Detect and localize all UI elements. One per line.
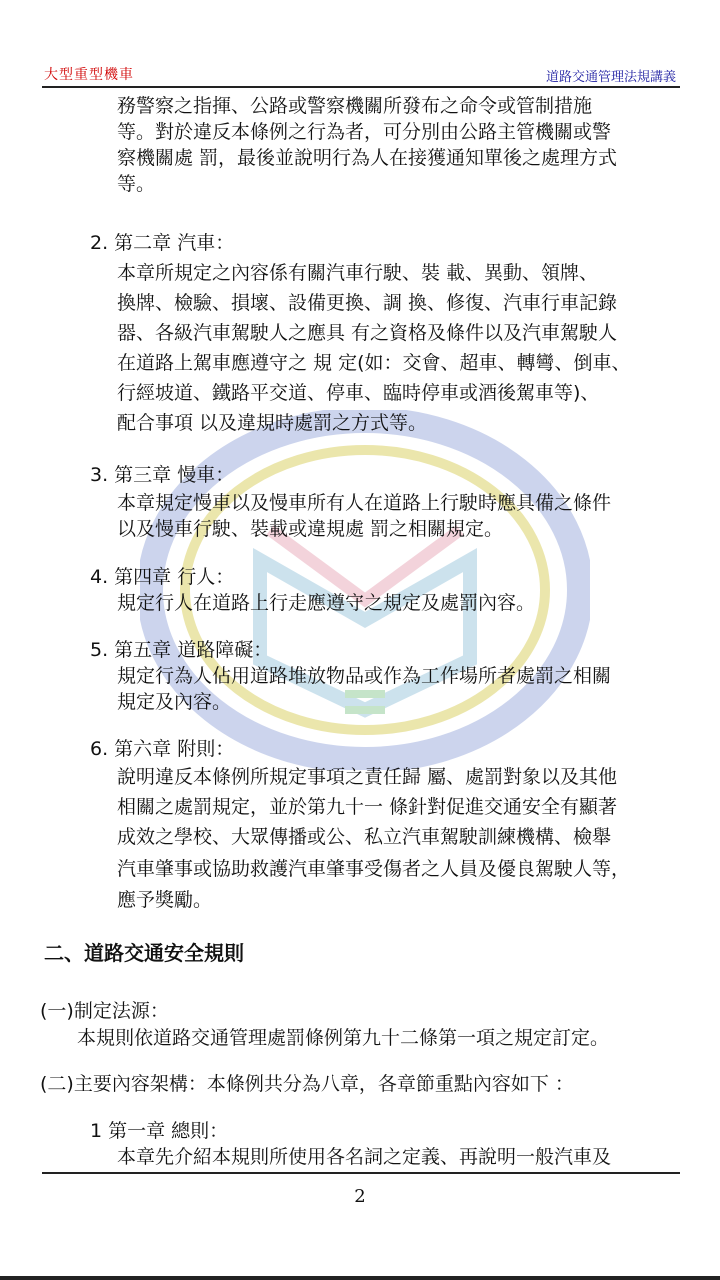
- body-line: 成效之學校、大眾傳播或公、私立汽車駕駛訓練機構、檢舉: [117, 826, 612, 848]
- header-right-title: 道路交通管理法規講義: [545, 70, 676, 85]
- body-line: 規定行人在道路上行走應遵守之規定及處罰內容。: [117, 592, 536, 614]
- footer-rule: [42, 1172, 680, 1174]
- body-line: 說明違反本條例所規定事項之責任歸 屬、處罰對象以及其他: [117, 766, 618, 788]
- section-heading: 二、道路交通安全規則: [44, 941, 244, 965]
- body-line: 等。對於違反本條例之行為者，可分別由公路主管機關或警: [117, 121, 612, 143]
- list-item-heading: 4. 第四章 行人：: [90, 566, 235, 588]
- body-line: 相關之處罰規定，並於第九十一 條針對促進交通安全有顯著: [117, 796, 618, 818]
- bottom-bar: [0, 1276, 720, 1280]
- body-line: 換牌、檢驗、損壞、設備更換、調 換、修復、汽車行車記錄: [117, 292, 618, 314]
- subsection-heading: (二)主要內容架構：本條例共分為八章，各章節重點內容如下 ：: [40, 1073, 574, 1095]
- list-item-heading: 2. 第二章 汽車：: [90, 232, 235, 254]
- list-item-heading: 3. 第三章 慢車：: [90, 464, 235, 486]
- body-line: 行經坡道、鐵路平交道、停車、臨時停車或酒後駕車等)、: [117, 382, 600, 404]
- body-line: 應予獎勵。: [117, 889, 213, 911]
- body-line: 汽車肇事或協助救護汽車肇事受傷者之人員及優良駕駛人等，: [117, 858, 631, 880]
- page-number: 2: [354, 1186, 366, 1207]
- body-line: 本章先介紹本規則所使用各名詞之定義、再說明一般汽車及: [117, 1146, 612, 1168]
- body-line: 器、各級汽車駕駛人之應具 有之資格及條件以及汽車駕駛人: [117, 322, 618, 344]
- body-line: 本章所規定之內容係有關汽車行駛、裝 載、異動、領牌、: [117, 262, 599, 284]
- body-line: 察機關處 罰，最後並說明行為人在接獲通知單後之處理方式: [117, 147, 618, 169]
- body-line: 在道路上駕車應遵守之 規 定(如：交會、超車、轉彎、倒車、: [117, 352, 631, 374]
- body-line: 本規則依道路交通管理處罰條例第九十二條第一項之規定訂定。: [77, 1027, 610, 1049]
- list-item-heading: 5. 第五章 道路障礙：: [90, 639, 273, 661]
- body-line: 配合事項 以及違規時處罰之方式等。: [117, 412, 428, 434]
- list-item-heading: 1 第一章 總則：: [90, 1120, 229, 1142]
- subsection-heading: (一)制定法源：: [40, 1000, 169, 1022]
- body-line: 規定行為人佔用道路堆放物品或作為工作場所者處罰之相關: [117, 665, 612, 687]
- body-line: 務警察之指揮、公路或警察機關所發布之命令或管制措施: [117, 95, 593, 117]
- header-rule: [42, 86, 680, 88]
- header-left-title: 大型重型機車: [44, 67, 134, 83]
- body-line: 本章規定慢車以及慢車所有人在道路上行駛時應具備之條件: [117, 492, 612, 514]
- body-line: 規定及內容。: [117, 691, 232, 713]
- body-line: 等。: [117, 173, 156, 195]
- list-item-heading: 6. 第六章 附則：: [90, 738, 235, 760]
- body-line: 以及慢車行駛、裝載或違規處 罰之相關規定。: [117, 518, 504, 540]
